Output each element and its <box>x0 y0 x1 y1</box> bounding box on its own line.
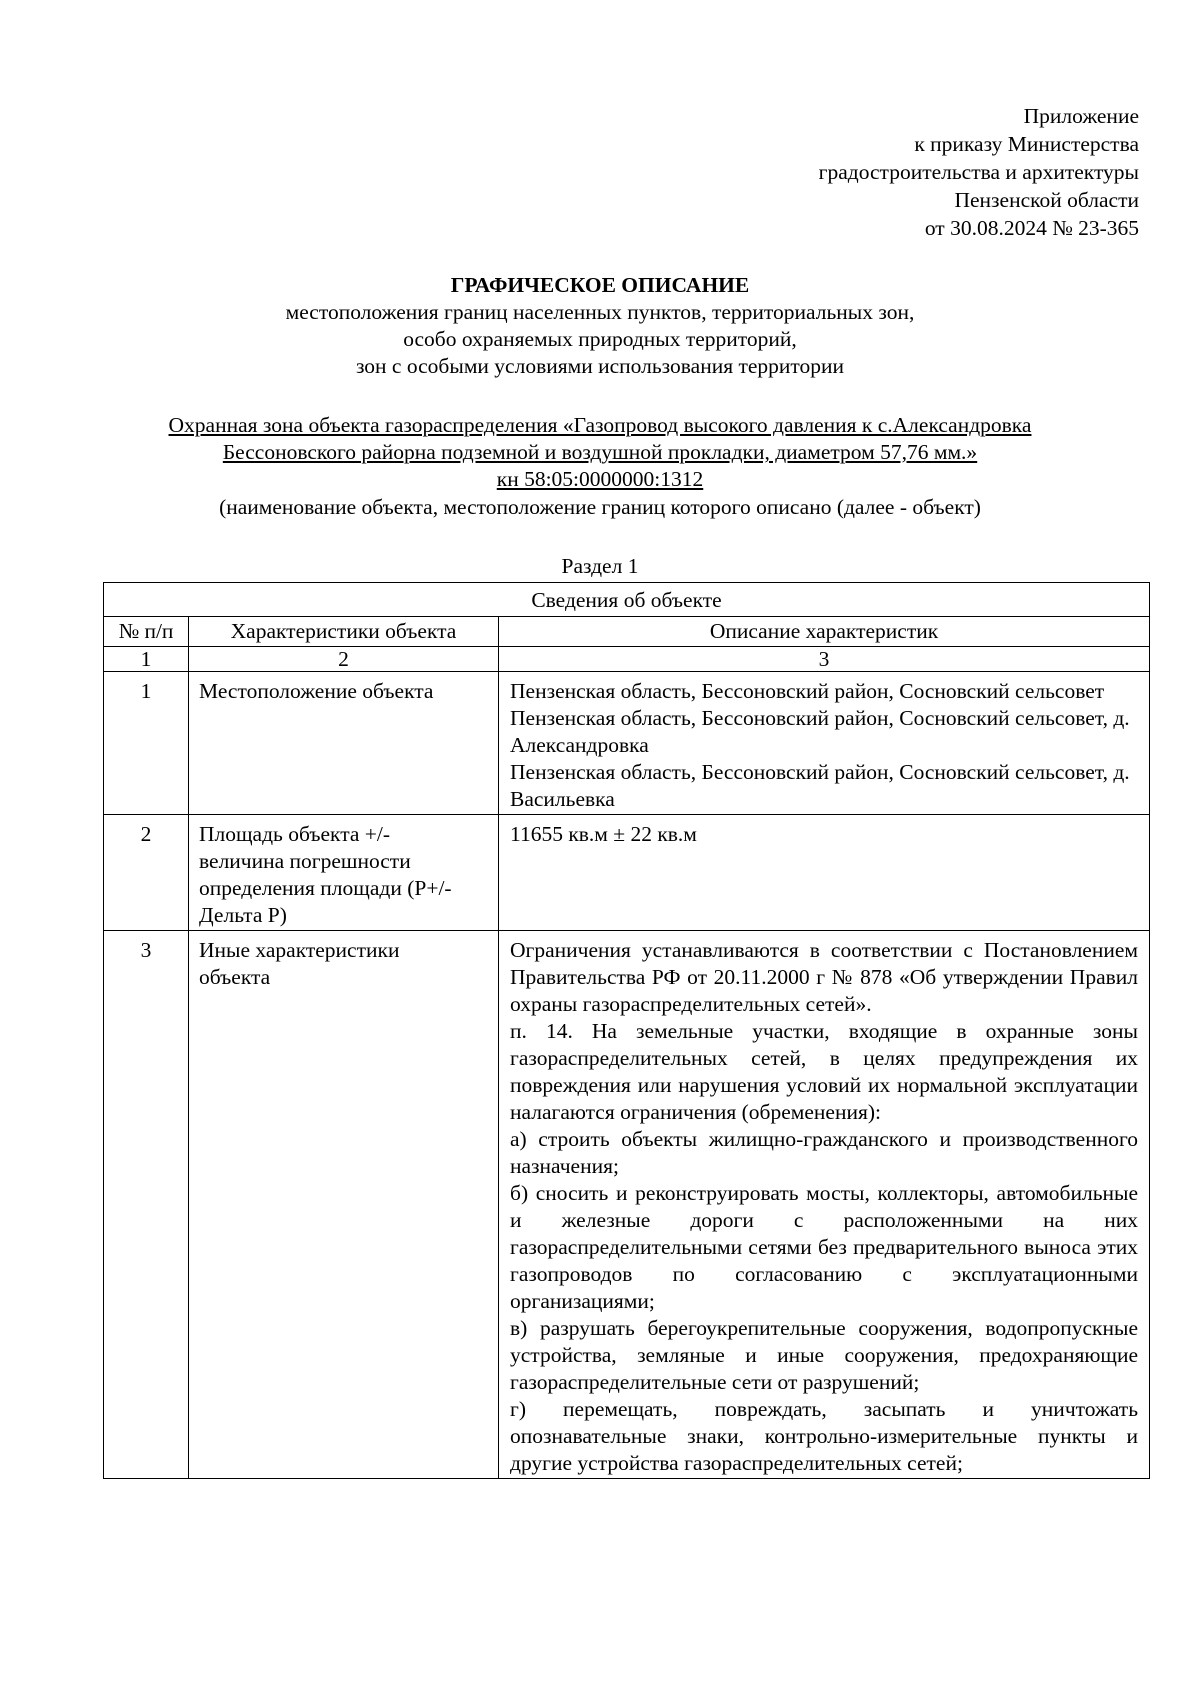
title-block <box>0 271 1200 380</box>
row-characteristic: Иные характеристики объекта <box>189 931 499 1479</box>
area-value: 11655 кв.м ± 22 кв.м <box>510 822 697 846</box>
location-entry: Пензенская область, Бессоновский район, Сосновский сельсовет, д. Васильевка <box>510 760 1130 811</box>
row-number: 3 <box>104 931 189 1479</box>
row-description <box>499 672 1150 815</box>
restriction-item: а) строить объекты жилищно-гражданского и производственного назначения; <box>510 1127 1138 1178</box>
location-entry: Пензенская область, Бессоновский район, Сосновский сельсовет <box>510 679 1105 703</box>
restriction-item: б) сносить и реконструировать мосты, коллекторы, автомобильные и железные дороги с расположенными на них газораспределительными сетями без предварительного выноса этих газопроводов по согласованию с эксплуатационными организациями; <box>510 1181 1138 1313</box>
object-name-line: Бессоновского райорна подземной и воздушной прокладки, диаметром 57,76 мм.» <box>222 440 978 464</box>
appendix-line: Пензенской области <box>954 188 1139 212</box>
column-number: 3 <box>499 647 1150 672</box>
subtitle-line: особо охраняемых природных территорий, <box>403 327 797 351</box>
document-title: ГРАФИЧЕСКОЕ ОПИСАНИЕ <box>450 273 750 297</box>
row-characteristic: Местоположение объекта <box>189 672 499 815</box>
table-header-row <box>104 617 1150 647</box>
appendix-line: градостроительства и архитектуры <box>818 160 1139 184</box>
column-header-description: Описание характеристик <box>499 617 1150 647</box>
appendix-line: Приложение <box>1023 104 1139 128</box>
object-name-block <box>0 412 1200 521</box>
appendix-header <box>819 102 1139 242</box>
table-row <box>104 815 1150 931</box>
object-name-line: Охранная зона объекта газораспределения «Газопровод высокого давления к с.Александровка <box>168 413 1032 437</box>
cadastral-number: кн 58:05:0000000:1312 <box>496 467 704 491</box>
column-number-row <box>104 647 1150 672</box>
column-number: 1 <box>104 647 189 672</box>
restriction-paragraph: Ограничения устанавливаются в соответствии с Постановлением Правительства РФ от 20.11.2000 г № 878 «Об утверждении Правил охраны газораспределительных сетей». <box>510 938 1138 1016</box>
table-title-row <box>104 583 1150 617</box>
restriction-paragraph: п. 14. На земельные участки, входящие в охранные зоны газораспределительных сетей, в целях предупреждения их повреждения или нарушения условий их нормальной эксплуатации налагаются ограничения (обременения): <box>510 1019 1138 1124</box>
document-subtitle <box>0 299 1200 380</box>
section-label: Раздел 1 <box>561 554 639 578</box>
row-description <box>499 931 1150 1479</box>
restriction-item: г) перемещать, повреждать, засыпать и уничтожать опознавательные знаки, контрольно-измерительные пункты и другие устройства газораспределительных сетей; <box>510 1397 1138 1475</box>
restriction-item: в) разрушать берегоукрепительные сооружения, водопропускные устройства, земляные и иные сооружения, предохраняющие газораспределительные сети от разрушений; <box>510 1316 1138 1394</box>
row-number: 1 <box>104 672 189 815</box>
table-title: Сведения об объекте <box>104 583 1150 617</box>
object-name-note: (наименование объекта, местоположение границ которого описано (далее - объект) <box>219 495 981 519</box>
row-description <box>499 815 1150 931</box>
column-header-characteristic: Характеристики объекта <box>189 617 499 647</box>
row-number: 2 <box>104 815 189 931</box>
appendix-line: к приказу Министерства <box>914 132 1139 156</box>
table-row <box>104 931 1150 1479</box>
column-number: 2 <box>189 647 499 672</box>
subtitle-line: местоположения границ населенных пунктов, территориальных зон, <box>285 300 915 324</box>
column-header-number: № п/п <box>104 617 189 647</box>
subtitle-line: зон с особыми условиями использования территории <box>355 354 845 378</box>
location-entry: Пензенская область, Бессоновский район, Сосновский сельсовет, д. Александровка <box>510 706 1130 757</box>
row-characteristic: Площадь объекта +/- величина погрешности определения площади (P+/- Дельта P) <box>189 815 499 931</box>
appendix-order-date: от 30.08.2024 № 23-365 <box>924 216 1139 240</box>
object-info-table <box>103 582 1150 1479</box>
table-row <box>104 672 1150 815</box>
